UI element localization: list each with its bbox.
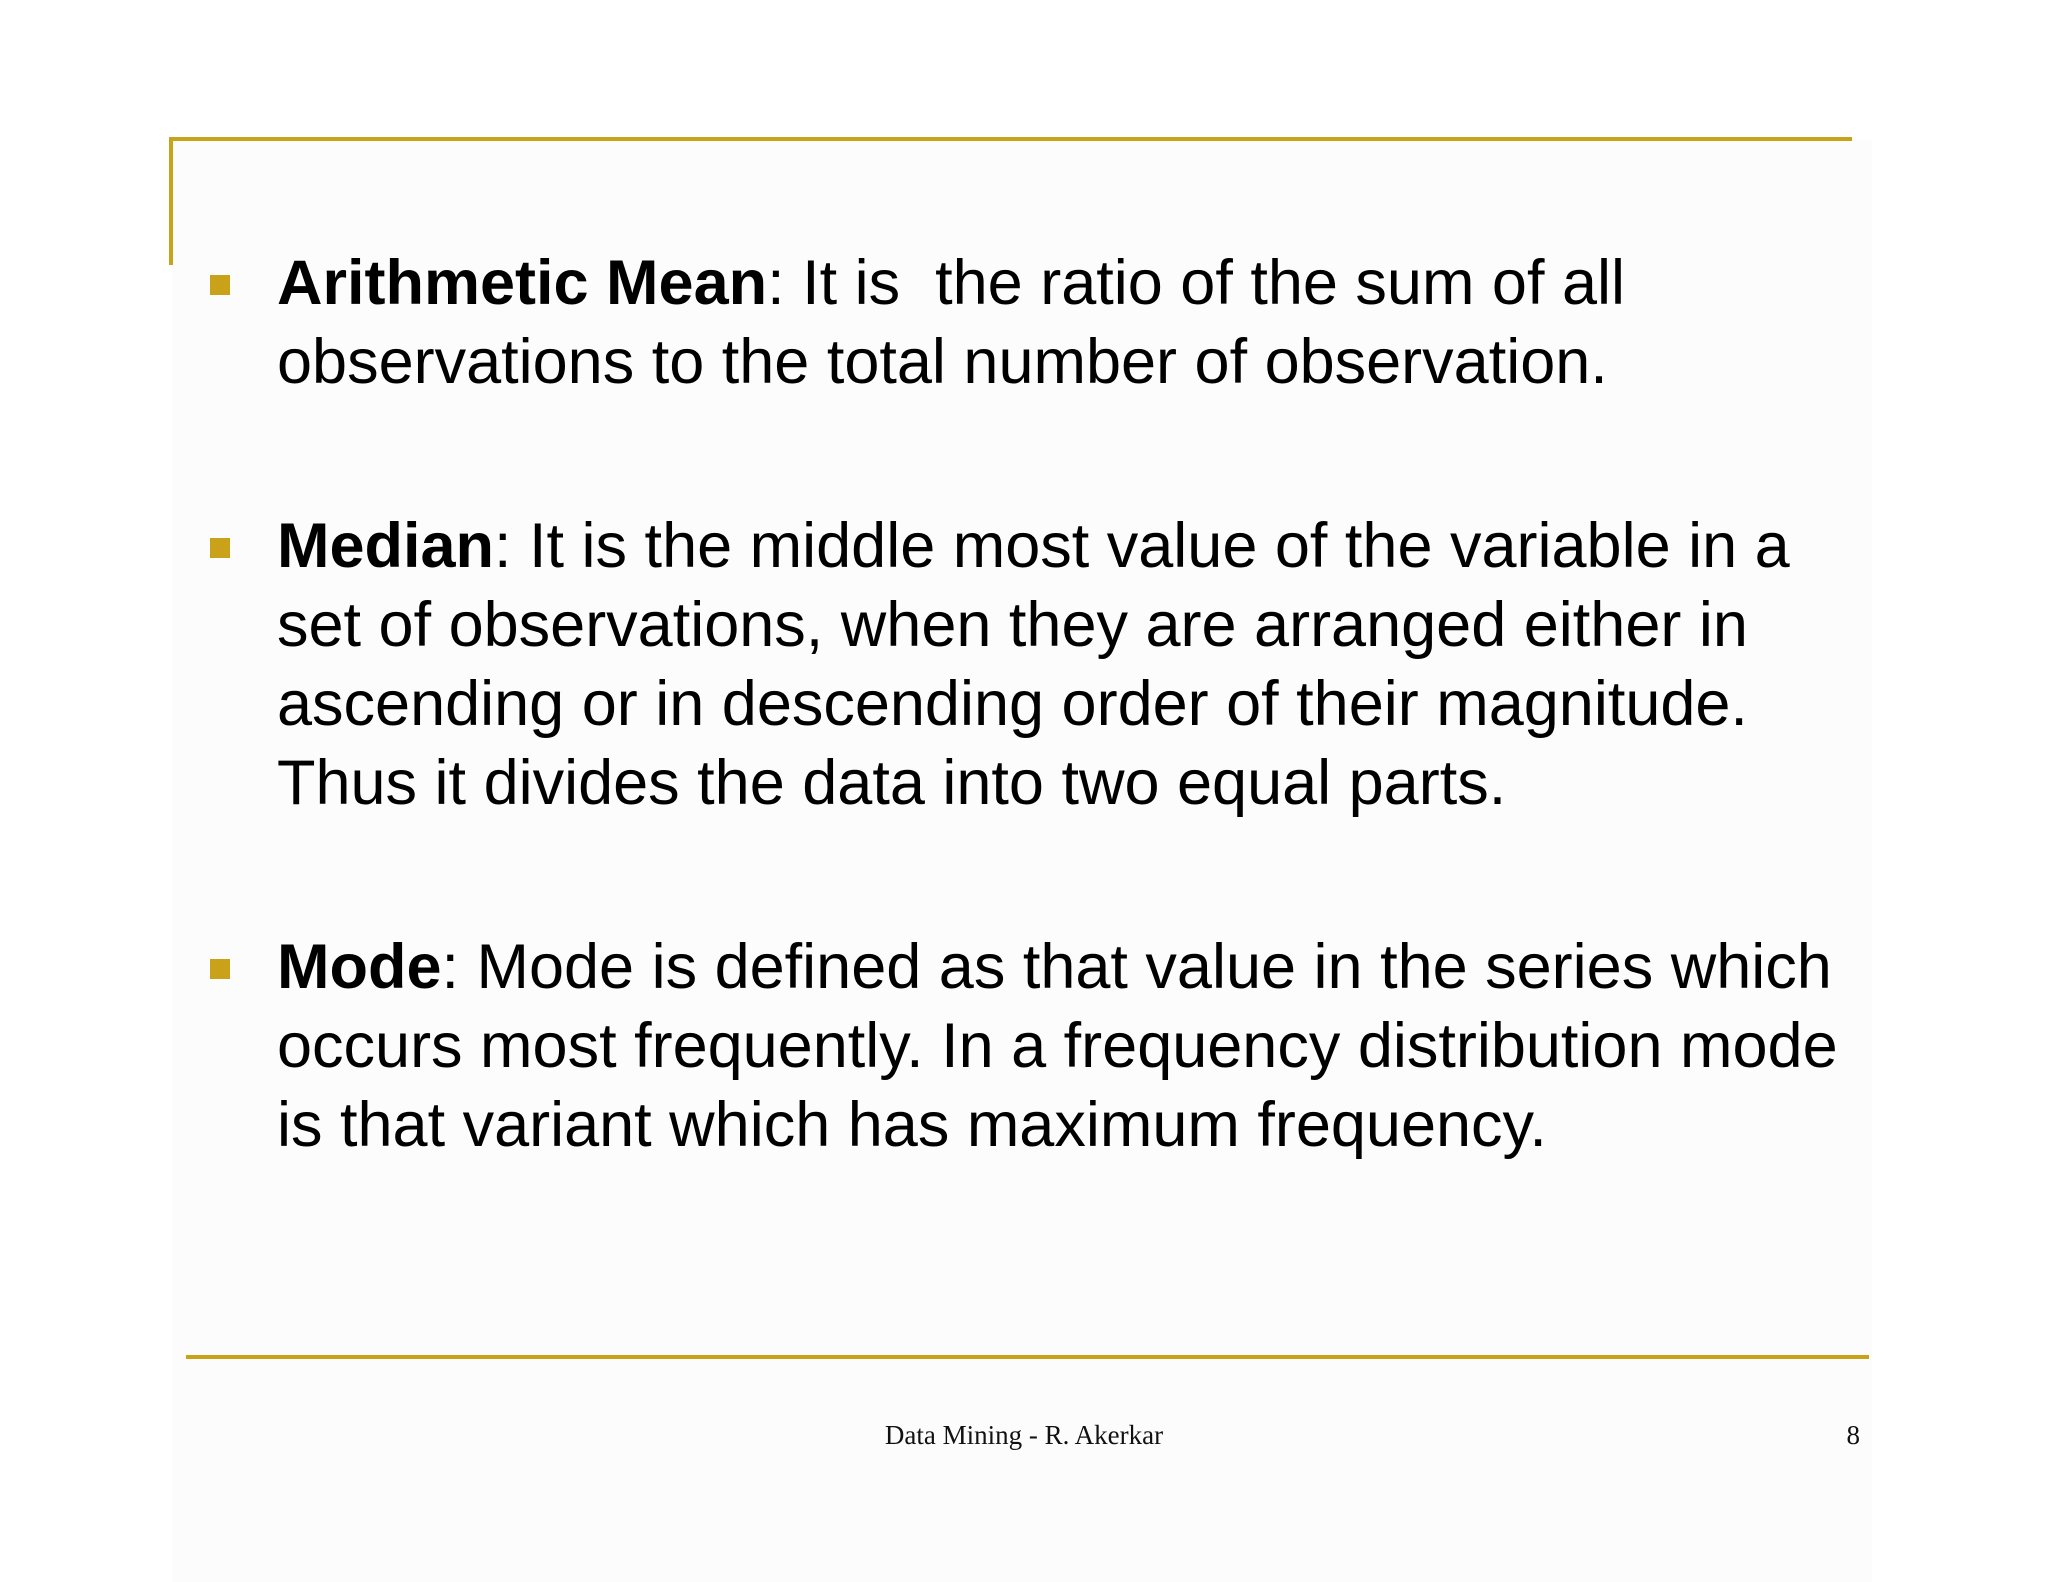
bullet-text: It is the middle most value of the variable in a set of observations, when they are arranged either in ascending or in descending order of their magnitude. Thus it divides the data into two equal parts. bbox=[277, 511, 1790, 818]
bullet-mode bbox=[209, 928, 1849, 1165]
footer-title: Data Mining - R. Akerkar bbox=[884, 1420, 1164, 1450]
bullet-text: It is the ratio of the sum of all observations to the total number of observation. bbox=[277, 248, 1643, 397]
bullet-term: Median bbox=[277, 511, 495, 581]
page-number: 8 bbox=[1846, 1420, 1860, 1450]
bullet-term: Mode bbox=[277, 932, 442, 1002]
square-bullet-icon bbox=[210, 959, 230, 979]
bullet-separator: : bbox=[494, 511, 512, 581]
bottom-accent-rule bbox=[186, 1355, 1869, 1359]
bullet-separator: : bbox=[767, 248, 785, 318]
bullet-text: Mode is defined as that value in the series which occurs most frequently. In a frequency distribution mode is that variant which has maximum frequency. bbox=[277, 932, 1838, 1160]
top-accent-rule bbox=[169, 137, 1852, 141]
left-accent-rule bbox=[169, 137, 173, 265]
bullet-arithmetic-mean bbox=[209, 244, 1849, 402]
bullet-separator: : bbox=[441, 932, 459, 1002]
square-bullet-icon bbox=[210, 275, 230, 295]
bullet-term: Arithmetic Mean bbox=[277, 248, 768, 318]
square-bullet-icon bbox=[210, 538, 230, 558]
bullet-median bbox=[209, 507, 1849, 823]
bullet-list bbox=[209, 244, 1849, 1165]
